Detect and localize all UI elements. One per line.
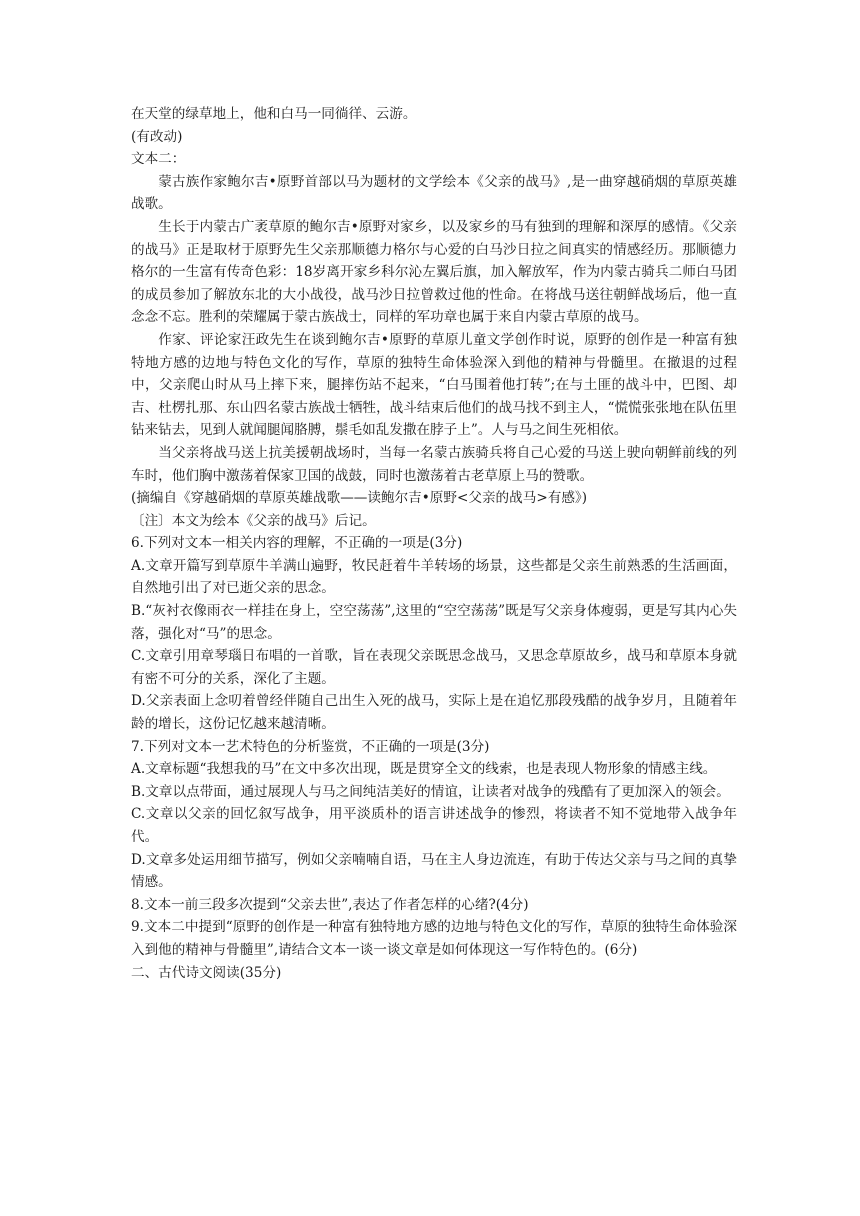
question-stem: 7.下列对文本一艺术特色的分析鉴赏，不正确的一项是(3分) [131, 738, 490, 755]
option-b: B.“灰衬衣像雨衣一样挂在身上，空空荡荡”,这里的“空空荡荡”既是写父亲身体瘦弱，更是写其内心失落，强化对“马”的思念。 [131, 603, 737, 642]
text2-footnote: 〔注〕本文为绘本《父亲的战马》后记。 [131, 512, 376, 529]
text1-last-line: 在天堂的绿草地上，他和白马一同徜徉、云游。 [131, 106, 417, 122]
text2-heading: 文本二： [131, 151, 186, 168]
question-8 [131, 894, 737, 917]
option-a: A.文章标题“我想我的马”在文中多次出现，既是贯穿全文的线索，也是表现人物形象的情感主线。 [131, 761, 717, 778]
text2-source: (摘编自《穿越硝烟的草原英雄战歌——读鲍尔吉•原野<父亲的战马>有感》) [131, 490, 588, 507]
option-d: D.父亲表面上念叨着曾经伴随自己出生入死的战马，实际上是在追忆那段残酷的战争岁月，且随着年龄的增长，这份记忆越来越清晰。 [131, 693, 737, 733]
text2-paragraph-4: 当父亲将战马送上抗美援朝战场时，当每一名蒙古族骑兵将自己心爱的马送上驶向朝鲜前线的列车时，他们胸中激荡着保家卫国的战鼓，同时也激荡着古老草原上马的赞歌。 [131, 444, 737, 484]
option-c: C.文章以父亲的回忆叙写战争，用平淡质朴的语言讲述战争的惨烈，将读者不知不觉地带入战争年代。 [131, 806, 737, 845]
question-stem: 8.文本一前三段多次提到“父亲去世”,表达了作者怎样的心绪?(4分) [131, 896, 529, 913]
section-2-heading: 二、古代诗文阅读(35分) [131, 964, 282, 981]
text2-paragraph-3: 作家、评论家汪政先生在谈到鲍尔吉•原野的草原儿童文学创作时说，原野的创作是一种富有独特地方感的边地与特色文化的写作，草原的独特生命体验深入到他的精神与骨髓里。在撤退的过程中，父亲爬山时从马上摔下来，腿摔伤站不起来，“白马围着他打转”;在与土匪的战斗中，巴图、却吉、杜楞扎那、东山四名蒙古族战士牺牲，战斗结束后他们的战马找不到主人，“慌慌张张地在队伍里钻来钻去，见到人就闻腿闻胳膊，鬃毛如乱发撒在脖子上”。人与马之间生死相依。 [131, 331, 737, 439]
text1-note: (有改动) [131, 128, 183, 145]
text2-paragraph-1: 蒙古族作家鲍尔吉•原野首部以马为题材的文学绘本《父亲的战马》,是一曲穿越硝烟的草原英雄战歌。 [131, 173, 737, 213]
option-a: A.文章开篇写到草原牛羊满山遍野，牧民赶着牛羊转场的场景，这些都是父亲生前熟悉的生活画面，自然地引出了对已逝父亲的思念。 [131, 557, 737, 597]
question-9 [131, 916, 737, 961]
option-d: D.文章多处运用细节描写，例如父亲喃喃自语，马在主人身边流连，有助于传达父亲与马之间的真挚情感。 [131, 851, 737, 891]
question-stem: 9.文本二中提到“原野的创作是一种富有独特地方感的边地与特色文化的写作，草原的独特生命体验深入到他的精神与骨髓里”,请结合文本一谈一谈文章是如何体现这一写作特色的。(6分) [131, 919, 737, 958]
question-stem: 6.下列对文本一相关内容的理解，不正确的一项是(3分) [131, 535, 463, 552]
question-6 [131, 532, 737, 735]
question-7 [131, 736, 737, 894]
text2-paragraph-2: 生长于内蒙古广袤草原的鲍尔吉•原野对家乡，以及家乡的马有独到的理解和深厚的感情。《父亲的战马》正是取材于原野先生父亲那顺德力格尔与心爱的白马沙日拉之间真实的情感经历。那顺德力格尔的一生富有传奇色彩：18岁离开家乡科尔沁左翼后旗，加入解放军，作为内蒙古骑兵二师白马团的成员参加了解放东北的大小战役，战马沙日拉曾救过他的性命。在将战马送往朝鲜战场后，他一直念念不忘。胜利的荣耀属于蒙古族战士，同样的军功章也属于来自内蒙古草原的战马。 [131, 218, 737, 326]
option-c: C.文章引用章琴瑙日布唱的一首歌，旨在表现父亲既思念战马，又思念草原故乡，战马和草原本身就有密不可分的关系，深化了主题。 [131, 648, 737, 687]
document-page [131, 103, 737, 984]
option-b: B.文章以点带面，通过展现人与马之间纯洁美好的情谊，让读者对战争的残酷有了更加深入的领会。 [131, 783, 730, 800]
